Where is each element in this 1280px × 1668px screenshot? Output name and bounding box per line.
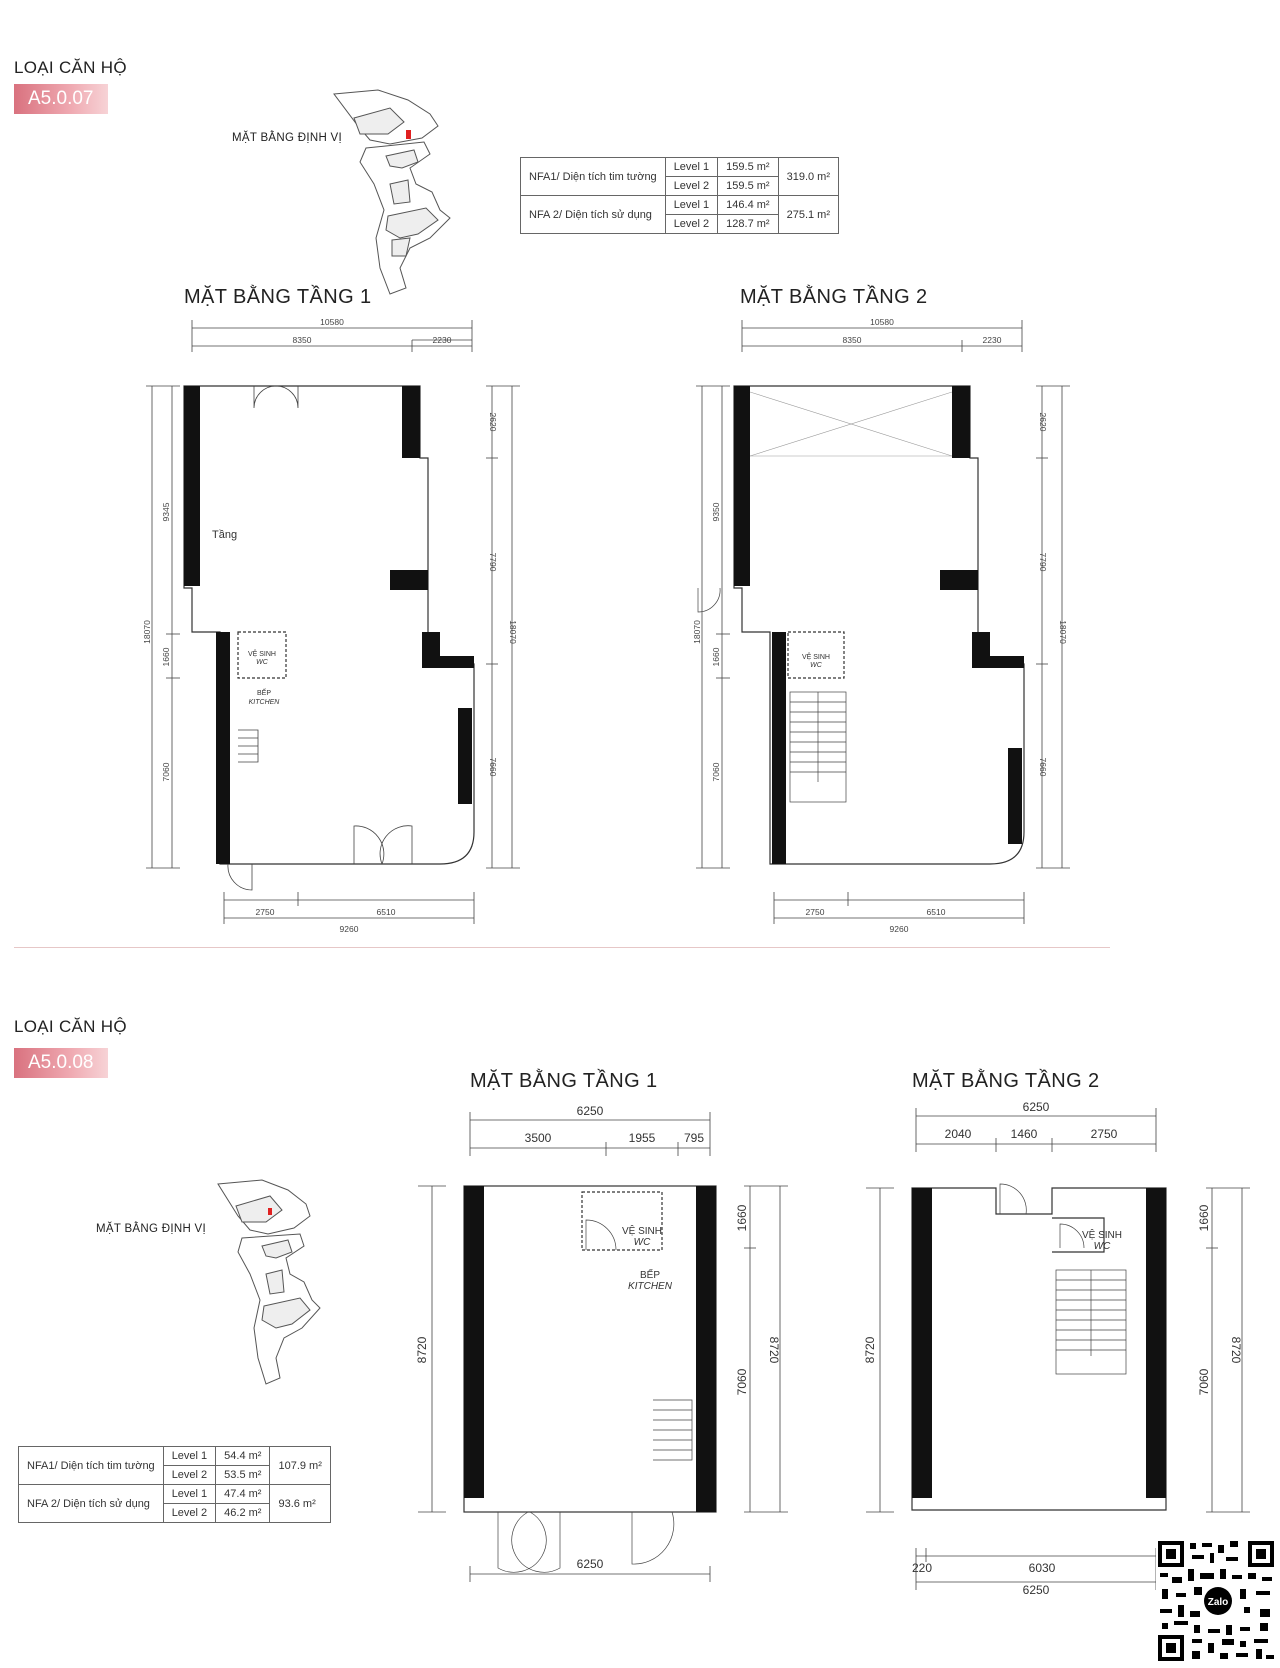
dim-label: 8720 bbox=[767, 1336, 781, 1364]
dim-label: 9350 bbox=[711, 502, 721, 522]
dim-label: 3500 bbox=[524, 1131, 552, 1145]
qr-brand-label: Zalo bbox=[1207, 1597, 1229, 1608]
dim-label: 2620 bbox=[488, 412, 498, 432]
apartment-code-badge: A5.0.08 bbox=[14, 1048, 108, 1078]
dim-label: 8350 bbox=[842, 335, 862, 345]
dim-label: 6510 bbox=[376, 907, 396, 917]
apartment-type-label: LOẠI CĂN HỘ bbox=[14, 58, 127, 77]
dim-label: 10580 bbox=[320, 317, 344, 327]
dim-label: 6510 bbox=[926, 907, 946, 917]
room-label: VỆ SINH bbox=[621, 1226, 663, 1237]
room-label: WC bbox=[633, 1237, 651, 1248]
level1-label: Level 1 bbox=[665, 196, 717, 215]
dim-label: 2040 bbox=[944, 1127, 972, 1141]
dim-label: 795 bbox=[683, 1131, 705, 1145]
dim-label: 18070 bbox=[508, 620, 518, 644]
section-divider bbox=[14, 947, 1110, 948]
dim-label: 2620 bbox=[1038, 412, 1048, 432]
apartment-code-badge: A5.0.07 bbox=[14, 84, 108, 114]
room-label: WC bbox=[256, 659, 268, 666]
floor-plan-b-level2 bbox=[850, 1096, 1270, 1596]
room-label: VỆ SINH bbox=[801, 654, 831, 661]
dim-label: 18070 bbox=[142, 620, 152, 644]
room-label: KITCHEN bbox=[248, 699, 280, 706]
level2-value: 128.7 m² bbox=[718, 215, 778, 234]
room-label: VỆ SINH bbox=[247, 651, 277, 658]
dim-label: 2750 bbox=[255, 907, 275, 917]
qr-code[interactable] bbox=[1156, 1539, 1276, 1663]
dim-label: 2230 bbox=[432, 335, 452, 345]
plan-title-level2: MẶT BẰNG TẦNG 2 bbox=[912, 1070, 1100, 1092]
table-row bbox=[19, 1447, 331, 1466]
dim-label: 220 bbox=[911, 1561, 933, 1575]
floor-plan-a-level1 bbox=[140, 312, 540, 932]
total-value: 275.1 m² bbox=[778, 196, 838, 234]
dim-label: 7790 bbox=[1038, 552, 1048, 572]
total-value: 93.6 m² bbox=[270, 1485, 330, 1523]
level2-label: Level 2 bbox=[163, 1504, 215, 1523]
dim-label: 1660 bbox=[711, 647, 721, 667]
level1-label: Level 1 bbox=[665, 158, 717, 177]
level1-value: 159.5 m² bbox=[718, 158, 778, 177]
dim-label: 1955 bbox=[628, 1131, 656, 1145]
level2-value: 159.5 m² bbox=[718, 177, 778, 196]
dim-label: 7660 bbox=[488, 757, 498, 777]
room-label: BẾP bbox=[256, 690, 272, 697]
level1-value: 47.4 m² bbox=[216, 1485, 270, 1504]
dim-label: 1460 bbox=[1010, 1127, 1038, 1141]
locator-marker bbox=[268, 1208, 272, 1215]
level2-value: 53.5 m² bbox=[216, 1466, 270, 1485]
dim-label: 6030 bbox=[1028, 1561, 1056, 1575]
level1-label: Level 1 bbox=[163, 1485, 215, 1504]
table-row bbox=[19, 1485, 331, 1504]
area-table bbox=[520, 157, 839, 234]
nfa2-label: NFA 2/ Diện tích sử dụng bbox=[19, 1485, 164, 1523]
dim-label: 7060 bbox=[735, 1368, 749, 1396]
dim-label: 1660 bbox=[161, 647, 171, 667]
room-label: KITCHEN bbox=[628, 1281, 672, 1292]
dim-label: 7060 bbox=[161, 762, 171, 782]
dim-label: 1660 bbox=[735, 1204, 749, 1232]
table-row bbox=[521, 196, 839, 215]
plan-title-level2: MẶT BẰNG TẦNG 2 bbox=[740, 286, 928, 308]
level1-value: 146.4 m² bbox=[718, 196, 778, 215]
dim-label: 7060 bbox=[711, 762, 721, 782]
dim-label: 10580 bbox=[870, 317, 894, 327]
room-label: WC bbox=[810, 662, 822, 669]
room-label: Tầng bbox=[212, 529, 238, 541]
room-label: BẾP bbox=[639, 1270, 661, 1281]
dim-label: 7790 bbox=[488, 552, 498, 572]
plan-title-level1: MẶT BẰNG TẦNG 1 bbox=[470, 1070, 658, 1092]
dim-label: 9260 bbox=[339, 924, 359, 932]
dim-label: 8350 bbox=[292, 335, 312, 345]
dim-label: 1660 bbox=[1197, 1204, 1211, 1232]
dim-label: 18070 bbox=[692, 620, 702, 644]
level1-value: 54.4 m² bbox=[216, 1447, 270, 1466]
room-label: WC bbox=[1093, 1241, 1111, 1252]
dim-label: 7660 bbox=[1038, 757, 1048, 777]
dim-label: 2750 bbox=[805, 907, 825, 917]
qr-code-icon bbox=[1156, 1539, 1276, 1663]
nfa2-label: NFA 2/ Diện tích sử dụng bbox=[521, 196, 666, 234]
apartment-type-label: LOẠI CĂN HỘ bbox=[14, 1017, 127, 1036]
dim-label: 6250 bbox=[1022, 1100, 1050, 1114]
dim-label: 6250 bbox=[576, 1104, 604, 1118]
level2-label: Level 2 bbox=[665, 215, 717, 234]
dim-label: 8720 bbox=[415, 1336, 429, 1364]
locator-map bbox=[214, 1178, 344, 1388]
dim-label: 8720 bbox=[863, 1336, 877, 1364]
dim-label: 8720 bbox=[1229, 1336, 1243, 1364]
table-row bbox=[521, 158, 839, 177]
floor-plan-b-level1 bbox=[410, 1100, 830, 1590]
area-table bbox=[18, 1446, 331, 1523]
dim-label: 6250 bbox=[576, 1557, 604, 1571]
room-label: VỆ SINH bbox=[1081, 1230, 1123, 1241]
dim-label: 6250 bbox=[1022, 1583, 1050, 1596]
locator-label: MẶT BẰNG ĐỊNH VỊ bbox=[96, 1223, 207, 1235]
nfa1-label: NFA1/ Diện tích tim tường bbox=[521, 158, 666, 196]
level1-label: Level 1 bbox=[163, 1447, 215, 1466]
locator-marker bbox=[406, 130, 411, 139]
dim-label: 9345 bbox=[161, 502, 171, 522]
dim-label: 2230 bbox=[982, 335, 1002, 345]
locator-map bbox=[330, 88, 480, 298]
nfa1-label: NFA1/ Diện tích tim tường bbox=[19, 1447, 164, 1485]
dim-label: 9260 bbox=[889, 924, 909, 932]
floor-plan-a-level2 bbox=[690, 312, 1090, 932]
locator-label: MẶT BẰNG ĐỊNH VỊ bbox=[232, 132, 343, 144]
dim-label: 18070 bbox=[1058, 620, 1068, 644]
level2-value: 46.2 m² bbox=[216, 1504, 270, 1523]
plan-title-level1: MẶT BẰNG TẦNG 1 bbox=[184, 286, 372, 308]
total-value: 319.0 m² bbox=[778, 158, 838, 196]
level2-label: Level 2 bbox=[665, 177, 717, 196]
level2-label: Level 2 bbox=[163, 1466, 215, 1485]
dim-label: 7060 bbox=[1197, 1368, 1211, 1396]
dim-label: 2750 bbox=[1090, 1127, 1118, 1141]
total-value: 107.9 m² bbox=[270, 1447, 330, 1485]
